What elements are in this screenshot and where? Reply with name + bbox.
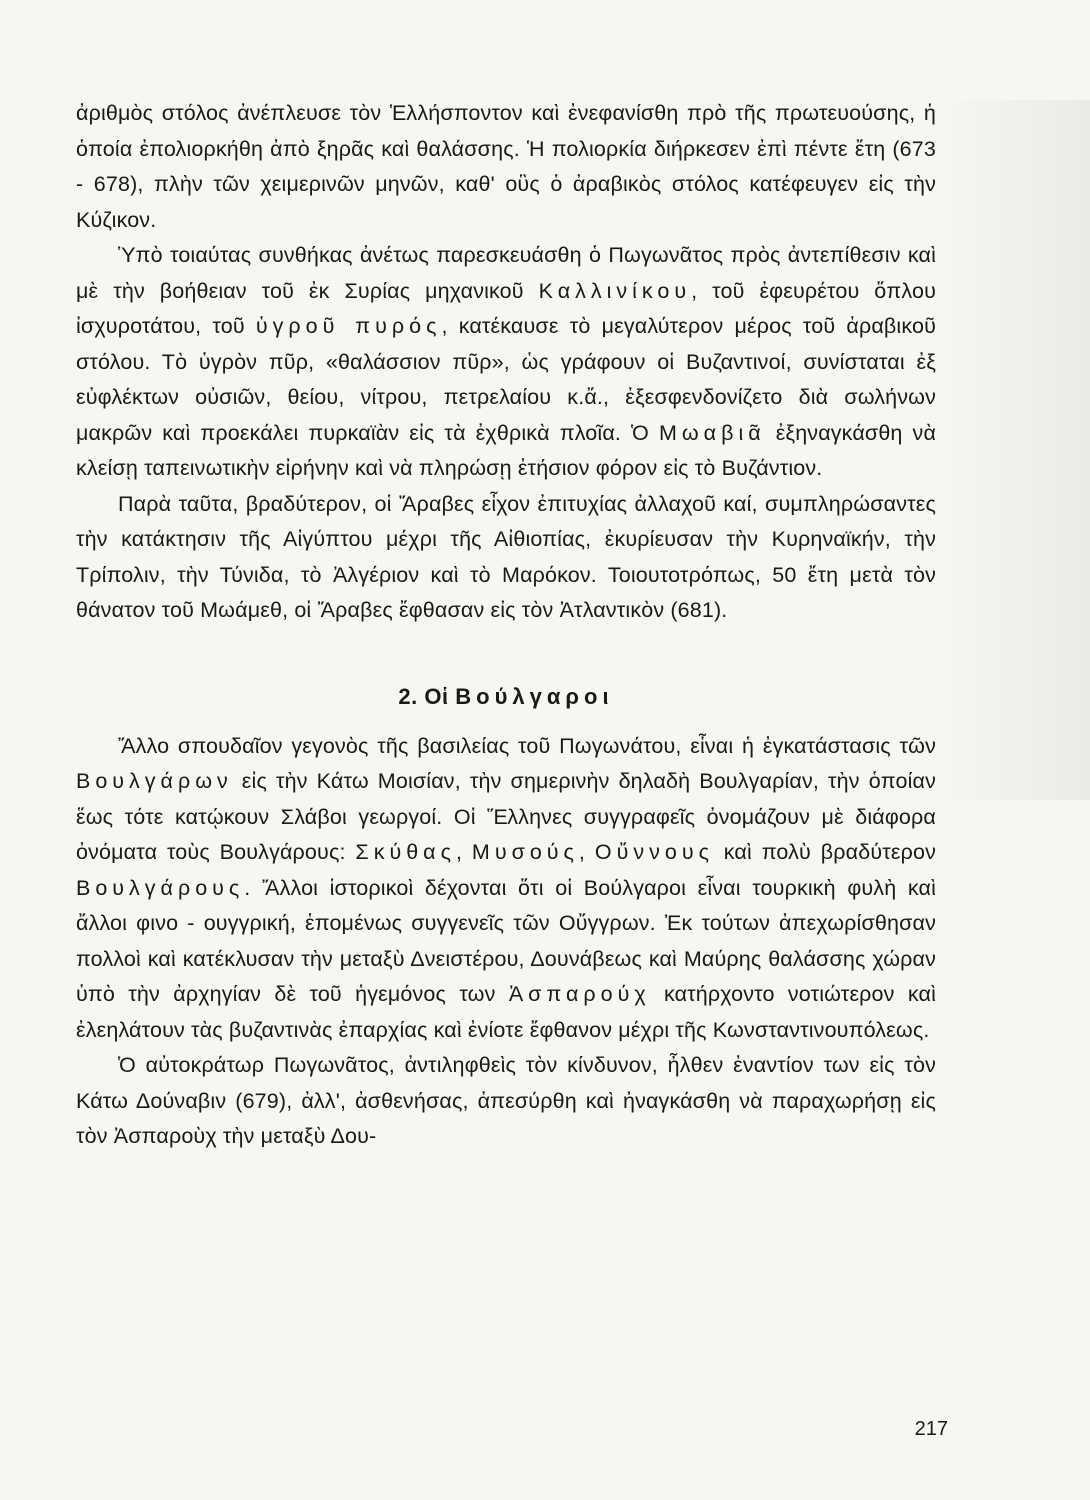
- greek-fire-text-4: ἐξηναγκάσθη νὰ κλείσῃ ταπεινωτικὴν εἰρήνην καὶ νὰ πληρώσῃ ἐτήσιον φόρον εἰς τὸ Βυζάντιον.: [76, 420, 937, 480]
- greek-fire-text-2: , τοῦ ἐφευρέτου ὅπλου ἰσχυροτάτου, τοῦ: [76, 278, 936, 338]
- paragraph-greek-fire: [76, 238, 936, 487]
- emperor-text: Ὁ αὐτοκράτωρ Πωγωνᾶτος, ἀντιληφθεὶς τὸν κίνδυνον, ἦλθεν ἐναντίον των εἰς τὸν Κάτω Δούναβιν (679), ἀλλ', ἀσθενήσας, ἀπεσύρθη καὶ ἠναγκάσθη νὰ παραχωρήσῃ εἰς τὸν Ἀσπαροὺχ τὴν μεταξὺ Δου-: [76, 1053, 936, 1148]
- name-mysous: Μυσούς: [471, 840, 579, 864]
- bulgars-text-4: . Ἄλλοι ἱστορικοὶ δέχονται ὅτι οἱ Βούλγαροι εἶναι τουρκικὴ φυλὴ καὶ ἄλλοι φινο - ουγγρική, ἑπομένως συγγενεῖς τῶν Οὔγγρων. Ἐκ τούτων ἀπεχωρίσθησαν πολλοὶ καὶ κατέκλυσαν τὴν μεταξὺ Δνειστέρου, Δουνάβεως καὶ Μαύρης θαλάσσης χώραν ὑπὸ τὴν ἀρχηγίαν δὲ τοῦ ἡγεμόνος των: [76, 875, 936, 1006]
- paragraph-siege: [76, 96, 936, 238]
- text-column: [76, 96, 936, 1155]
- greek-fire-text-1: Ὑπὸ τοιαύτας συνθήκας ἀνέτως παρεσκευάσθη ὁ Πωγωνᾶτος πρὸς ἀντεπίθεσιν καὶ μὲ τὴν βοήθειαν τοῦ ἐκ Συρίας μηχανικοῦ: [76, 243, 936, 303]
- comma-1: ,: [455, 840, 463, 864]
- term-greek-fire: ὑγροῦ πυρός: [255, 314, 442, 338]
- section-heading: [76, 679, 936, 715]
- paragraph-siege-text: ἀριθμὸς στόλος ἀνέπλευσε τὸν Ἑλλήσποντον καὶ ἐνεφανίσθη πρὸ τῆς πρωτευούσης, ἡ ὁποία ἐπολιορκήθη ἀπὸ ξηρᾶς καὶ θαλάσσης. Ἡ πολιορκία διήρκεσεν ἐπὶ πέντε ἔτη (673 - 678), πλὴν τῶν χειμερινῶν μηνῶν, καθ' οὓς ὁ ἀραβικὸς στόλος κατέφευγεν εἰς τὴν Κύζικον.: [76, 101, 936, 232]
- bulgars-text-2: εἰς τὴν Κάτω Μοισίαν, τὴν σημερινὴν δηλαδὴ Βουλγαρίαν, τὴν ὁποίαν ἕως τότε κατῴκουν Σλάβοι γεωργοί. Οἱ Ἕλληνες συγγραφεῖς ὀνομάζουν μὲ διάφορα ὀνόματα τοὺς Βουλγάρους:: [76, 769, 936, 864]
- arab-conquests-text: Παρὰ ταῦτα, βραδύτερον, οἱ Ἄραβες εἶχον ἐπιτυχίας ἀλλαχοῦ καί, συμπληρώσαντες τὴν κατάκτησιν τῆς Αἰγύπτου μέχρι τῆς Αἰθιοπίας, ἐκυρίευσαν τὴν Κυρηναϊκήν, τὴν Τρίπολιν, τὴν Τύνιδα, τὸ Ἀλγέριον καὶ τὸ Μαρόκον. Τοιουτοτρόπως, 50 ἔτη μετὰ τὸν θάνατον τοῦ Μωάμεθ, οἱ Ἄραβες ἔφθασαν εἰς τὸν Ἀτλαντικὸν (681).: [76, 491, 936, 622]
- name-moawia: Μωαβιᾶ: [658, 420, 766, 445]
- name-voulgarous: Βουλγάρους: [76, 875, 245, 900]
- page-number: 217: [914, 1418, 948, 1440]
- show-through-shadow: [940, 100, 1090, 800]
- section-article: Οἱ: [424, 683, 449, 709]
- bulgars-text-5: κατήρχοντο νοτιώτερον καὶ ἐλεηλάτουν τὰς βυζαντινὰς ἐπαρχίας καὶ ἐνίοτε ἔφθανον μέχρι τῆς Κωνσταντινουπόλεως.: [76, 982, 936, 1042]
- paragraph-arab-conquests: [76, 487, 936, 629]
- name-ounnous: Οὔννους: [594, 840, 714, 864]
- paragraph-bulgars: [76, 729, 936, 1049]
- bulgars-text-3: καὶ πολὺ βραδύτερον: [723, 840, 937, 864]
- name-skythas: Σκύθας: [355, 840, 456, 864]
- name-kallinikos: Καλλινίκου: [538, 278, 692, 303]
- paragraph-emperor: [76, 1048, 936, 1155]
- bulgars-text-1: Ἄλλο σπουδαῖον γεγονὸς τῆς βασιλείας τοῦ Πωγωνάτου, εἶναι ἡ ἐγκατάστασις τῶν: [118, 733, 936, 758]
- section-number: 2.: [398, 683, 418, 709]
- greek-fire-text-3: , κατέκαυσε τὸ μεγαλύτερον μέρος τοῦ ἀραβικοῦ στόλου. Τὸ ὑγρὸν πῦρ, «θαλάσσιον πῦρ», ὡς γράφουν οἱ Βυζαντινοί, συνίσταται ἐξ εὐφλέκτων οὐσιῶν, θείου, νίτρου, πετρελαίου κ.ἄ., ἐξεσφενδονίζετο διὰ σωλήνων μακρῶν καὶ προεκάλει πυρκαϊὰν εἰς τὰ ἐχθρικὰ πλοῖα. Ὁ: [76, 314, 937, 445]
- comma-2: ,: [578, 840, 586, 864]
- name-voulgaron: Βουλγάρων: [76, 769, 233, 793]
- section-title: Βούλγαροι: [455, 683, 614, 709]
- name-asparouch: Ἀσπαρούχ: [508, 982, 651, 1006]
